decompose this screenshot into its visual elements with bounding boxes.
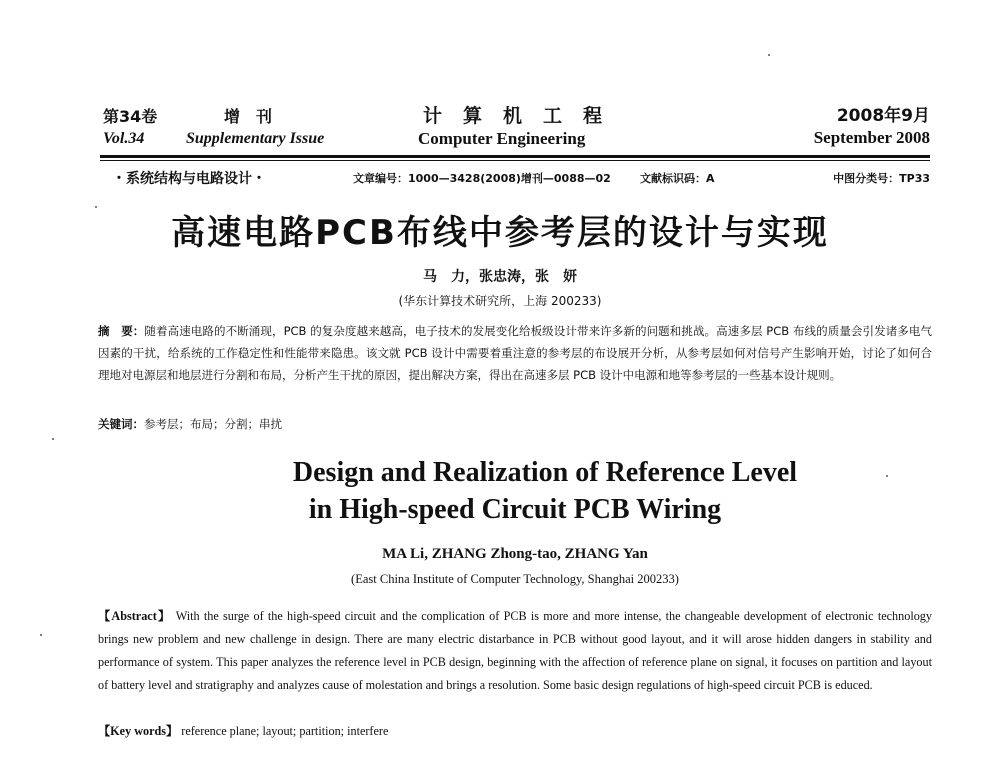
scan-speck xyxy=(768,54,770,56)
journal-name-cn: 计 算 机 工 程 xyxy=(423,105,604,127)
title-en-line2: in High-speed Circuit PCB Wiring xyxy=(308,494,722,525)
authors-cn: 马 力，张忠涛，张 妍 xyxy=(423,269,577,285)
document-code: 文献标识码：A xyxy=(640,172,715,185)
scan-speck xyxy=(886,475,888,477)
title-en-line1: Design and Realization of Reference Level xyxy=(292,457,798,488)
abstract-en-label: 【Abstract】 xyxy=(98,609,172,623)
keywords-cn-label: 关键词： xyxy=(98,417,144,431)
article-number: 文章编号：1000—3428(2008)增刊—0088—02 xyxy=(353,172,611,185)
header-rule-thin xyxy=(100,160,930,161)
affiliation-en: (East China Institute of Computer Technology, Shanghai 200233) xyxy=(351,572,679,586)
keywords-en-text: reference plane; layout; partition; interfere xyxy=(181,724,389,738)
journal-name-en: Computer Engineering xyxy=(418,129,586,148)
supplement-cn: 增 刊 xyxy=(224,107,273,126)
abstract-en xyxy=(98,605,932,697)
keywords-cn-text: 参考层；布局；分割；串扰 xyxy=(144,417,282,431)
affiliation-cn: (华东计算技术研究所，上海 200233) xyxy=(398,294,602,308)
section-label: ・系统结构与电路设计・ xyxy=(112,171,266,187)
abstract-cn xyxy=(98,320,932,386)
title-cn: 高速电路PCB布线中参考层的设计与实现 xyxy=(171,213,829,253)
volume-cn: 第34卷 xyxy=(103,107,158,126)
supplement-en: Supplementary Issue xyxy=(186,130,325,147)
scan-speck xyxy=(52,438,54,440)
volume-en: Vol.34 xyxy=(103,130,145,147)
date-en: September 2008 xyxy=(813,128,930,147)
abstract-en-text: With the surge of the high-speed circuit and the complication of PCB is more and more intense, the changeable development of electronic technology brings new problem and new challenge in design. There are many electric distarbance in PCB without good layout, and it will arose hidden dangers in stability and performance of system. This paper analyzes the reference level in PCB design, beginning with the affection of reference plane on signal, it focuses on partition and layout of battery level and stratigraphy and analyzes cause of molestation and brings a resolution. Some basic design regulations of high-speed circuit PCB is educed. xyxy=(98,609,932,692)
scan-speck xyxy=(40,634,42,636)
authors-en: MA Li, ZHANG Zhong-tao, ZHANG Yan xyxy=(382,546,648,562)
keywords-en xyxy=(98,722,388,739)
keywords-cn xyxy=(98,416,282,432)
date-cn: 2008年9月 xyxy=(836,106,930,126)
classification-number: 中图分类号：TP33 xyxy=(833,172,930,185)
abstract-cn-label: 摘 要： xyxy=(98,324,145,338)
header-rule-thick xyxy=(100,155,930,158)
scan-speck xyxy=(95,206,97,208)
keywords-en-label: 【Key words】 xyxy=(98,724,179,738)
abstract-cn-text: 随着高速电路的不断涌现，PCB 的复杂度越来越高，电子技术的发展变化给板级设计带来许多新的问题和挑战。高速多层 PCB 布线的质量会引发诸多电气因素的干扰，给系统的工作稳定性和性能带来隐患。该文就 PCB 设计中需要着重注意的参考层的布设展开分析，从参考层如何对信号产生影响开始，讨论了如何合理地对电源层和地层进行分割和布局，分析产生干扰的原因，提出解决方案，得出在高速多层 PCB 设计中电源和地等参考层的一些基本设计规则。 xyxy=(98,324,933,382)
